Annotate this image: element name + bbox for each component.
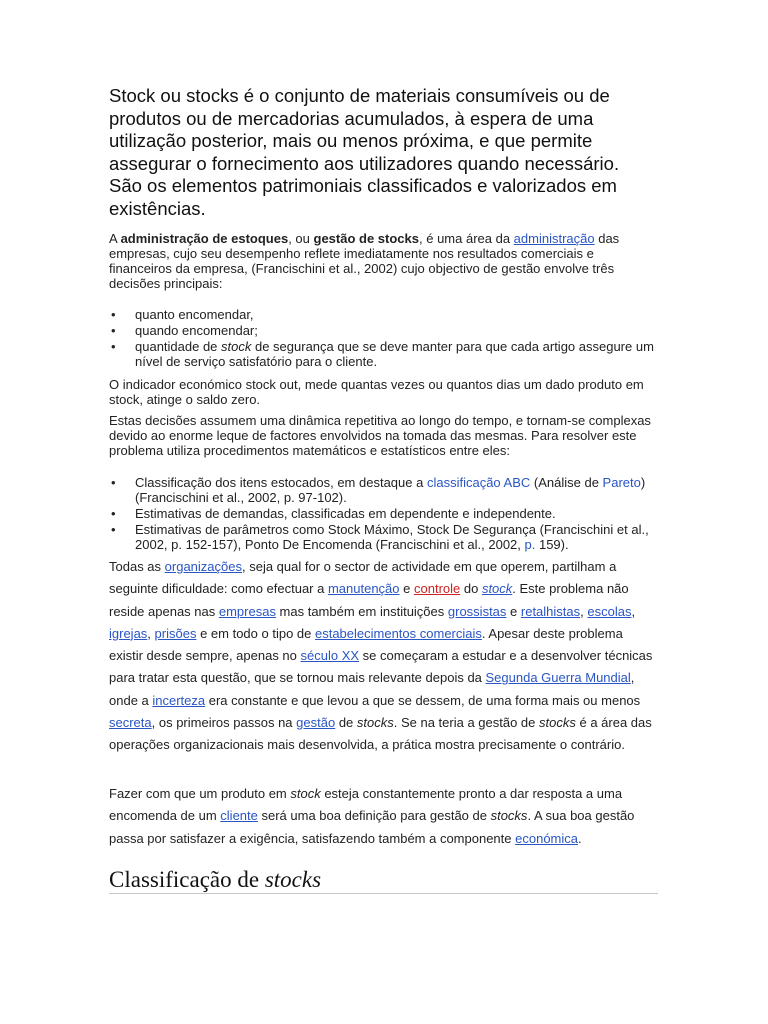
- procedures-list: [109, 475, 654, 553]
- link-pareto[interactable]: Pareto: [602, 475, 641, 490]
- list-item-text: quantidade de: [135, 339, 222, 354]
- link-escolas[interactable]: escolas: [587, 603, 632, 619]
- text: será uma boa definição para gestão de: [257, 808, 491, 824]
- list-item-text: 159).: [535, 537, 569, 552]
- bold-term-gestao: gestão de stocks: [313, 231, 419, 246]
- list-item: [109, 307, 654, 322]
- heading-italic: stocks: [264, 867, 322, 892]
- link-cliente[interactable]: cliente: [220, 808, 258, 824]
- text: esteja constantemente pronto a dar resposta a uma encomenda de um: [109, 786, 623, 824]
- text: , onde a: [109, 670, 635, 708]
- link-organizacoes[interactable]: organizações: [164, 559, 242, 574]
- link-segunda-guerra-mundial[interactable]: Segunda Guerra Mundial: [485, 670, 631, 686]
- link-incerteza[interactable]: incerteza: [152, 692, 206, 708]
- paragraph-administration: [109, 231, 654, 291]
- decisions-list: [109, 307, 654, 370]
- text: se começaram a estudar e a desenvolver técnicas para tratar esta questão, que se tornou mais relevante depois da: [109, 648, 653, 686]
- italic-term: stocks: [490, 808, 528, 824]
- text: de: [335, 715, 357, 731]
- list-item: [109, 323, 654, 338]
- list-item-text: Estimativas de demandas, classificadas em dependente e independente.: [135, 506, 556, 521]
- link-empresas[interactable]: empresas: [218, 603, 276, 619]
- text: .: [578, 830, 582, 846]
- text: . Apesar deste problema existir desde sempre, apenas no: [109, 625, 623, 664]
- text: das empresas, cujo seu desempenho reflete imediatamente nos resultados comerciais e financeiros da empresa, (Francischini et al., 2002) cujo objectivo de gestão envolve três decisões principais:: [109, 231, 620, 291]
- link-igrejas[interactable]: igrejas: [109, 625, 148, 641]
- heading-text: Classificação de: [109, 867, 265, 892]
- text: é a área das operações organizacionais mais desenvolvida, a prática mostra precisamente o contrário.: [109, 715, 652, 753]
- list-item: [109, 522, 654, 552]
- list-item-text: ) (Francischini et al., 2002, p. 97-102).: [135, 475, 646, 505]
- text: . A sua boa gestão passa por satisfazer a exigência, satisfazendo também a componente: [109, 808, 635, 846]
- bold-term-admin: administração de estoques: [120, 231, 289, 246]
- text: . Este problema não reside apenas nas: [109, 581, 629, 619]
- text: Todas as: [109, 559, 165, 574]
- link-retalhistas[interactable]: retalhistas: [520, 603, 581, 619]
- list-item: [109, 339, 654, 369]
- text: e: [399, 581, 414, 597]
- paragraph-organizations: [109, 556, 657, 757]
- text: ,: [580, 603, 588, 619]
- link-estabelecimentos-comerciais[interactable]: estabelecimentos comerciais: [314, 625, 482, 641]
- text: . Se na teria a gestão de: [393, 715, 540, 731]
- text: ,: [631, 603, 636, 619]
- link-controle[interactable]: controle: [414, 581, 461, 597]
- text: e: [506, 603, 521, 619]
- italic-term: stock: [221, 339, 252, 354]
- text: , os primeiros passos na: [151, 715, 297, 731]
- intro-paragraph: [109, 85, 657, 221]
- intro-connector: ou: [155, 85, 187, 106]
- text: , seja qual for o sector de actividade em que operem, partilham a seguinte dificuldade: como efectuar a: [109, 559, 617, 597]
- link-stock[interactable]: stock: [481, 581, 513, 597]
- list-item-text: quanto encomendar,: [135, 307, 254, 322]
- text: ,: [147, 625, 155, 641]
- text: mas também em instituições: [275, 603, 448, 619]
- text: e em todo o tipo de: [196, 625, 315, 641]
- italic-term: stocks: [356, 715, 394, 731]
- section-heading: [109, 865, 657, 895]
- paragraph-stock-out: O indicador económico stock out, mede quantas vezes ou quantos dias um dado produto em stock, atinge o saldo zero.: [109, 377, 644, 407]
- intro-text: é o conjunto de materiais consumíveis ou de produtos ou de mercadorias acumulados, à espera de uma utilização posterior, mais ou menos próxima, e que permite assegurar o fornecimento aos utilizadores quando necessário. São os elementos patrimoniais classificados e valorizados em existências.: [109, 85, 620, 219]
- list-item: [109, 475, 654, 505]
- link-secreta[interactable]: secreta: [109, 715, 152, 731]
- link-grossistas[interactable]: grossistas: [447, 603, 507, 619]
- italic-term: stock: [290, 786, 321, 801]
- list-item-text: (Análise de: [530, 475, 603, 490]
- link-gestao[interactable]: gestão: [296, 715, 336, 731]
- intro-term-stock: Stock: [109, 85, 156, 106]
- link-seculo-xx[interactable]: século XX: [300, 648, 360, 664]
- list-item-text: quando encomendar;: [135, 323, 258, 338]
- intro-term-stocks: stocks: [186, 85, 239, 106]
- text: A: [109, 231, 121, 246]
- link-classificacao-abc[interactable]: classificação ABC: [426, 475, 531, 490]
- text: , ou: [288, 231, 314, 246]
- link-manutencao[interactable]: manutenção: [327, 581, 400, 597]
- text: Fazer com que um produto em: [109, 786, 291, 801]
- link-administracao[interactable]: administração: [513, 231, 595, 246]
- link-economica[interactable]: económica: [515, 830, 578, 846]
- text: era constante e que levou a que se dessem, de uma forma mais ou menos: [205, 692, 641, 708]
- text: do: [460, 581, 482, 597]
- link-page[interactable]: p.: [524, 537, 536, 552]
- list-item-text: Classificação dos itens estocados, em destaque a: [135, 475, 427, 490]
- heading-divider: [109, 893, 658, 894]
- paragraph-decisions: Estas decisões assumem uma dinâmica repetitiva ao longo do tempo, e tornam-se complexas devido ao enorme leque de factores envolvidos na tomada das mesmas. Para resolver este problema utiliza procedimentos matemáticos e estatísticos entre eles:: [109, 413, 651, 458]
- link-prisoes[interactable]: prisões: [154, 625, 197, 641]
- paragraph-definition: [109, 783, 657, 850]
- list-item-text: Estimativas de parâmetros como Stock Máximo, Stock De Segurança (Francischini et al., 2002, p. 152-157), Ponto De Encomenda (Francischini et al., 2002,: [135, 522, 649, 552]
- list-item: [109, 506, 654, 521]
- text: , é uma área da: [419, 231, 514, 246]
- list-item-text: de segurança que se deve manter para que cada artigo assegure um nível de serviço satisfatório para o cliente.: [135, 339, 654, 369]
- italic-term: stocks: [539, 715, 576, 731]
